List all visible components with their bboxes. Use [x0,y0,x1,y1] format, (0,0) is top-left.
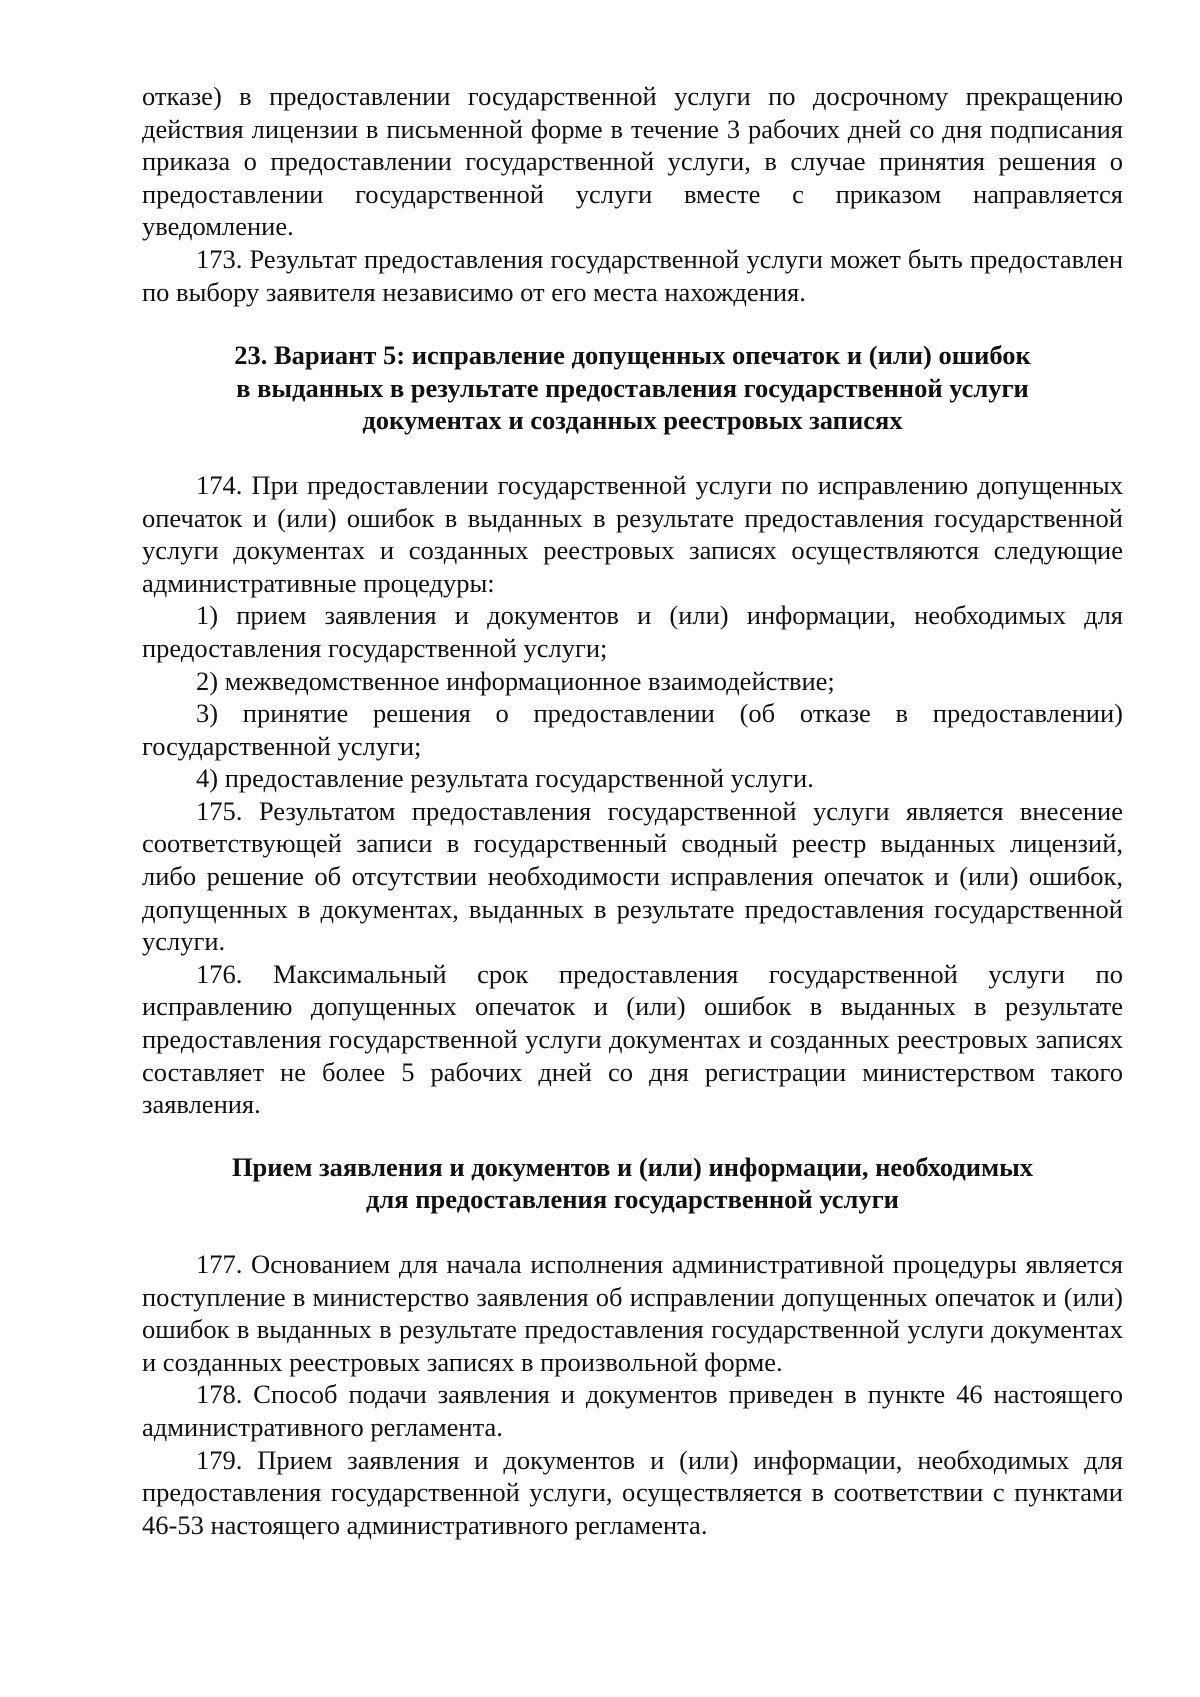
paragraph-178: 178. Способ подачи заявления и документов приведен в пункте 46 настоящего административного регламента. [142,1379,1123,1442]
heading-line: для предоставления государственной услуги [366,1184,899,1215]
paragraph-176: 176. Максимальный срок предоставления государственной услуги по исправлению допущенных опечаток и (или) ошибок в выданных в результате предоставления государственной услуги документах и созданных реестровых записях составляет не более 5 рабочих дней со дня регистрации министерством такого заявления. [142,958,1123,1120]
list-item-2: 2) межведомственное информационное взаимодействие; [196,665,835,696]
heading-line: в выданных в результате предоставления государственной услуги [236,372,1029,403]
paragraph-174: 174. При предоставлении государственной услуги по исправлению допущенных опечаток и (или) ошибок в выданных в результате предоставления государственной услуги документах и созданных реестровых записях осуществляются следующие административные процедуры: [142,469,1123,598]
section-heading-variant-5 [142,339,1123,437]
heading-line: 23. Вариант 5: исправление допущенных опечаток и (или) ошибок [234,340,1031,371]
list-item-3: 3) принятие решения о предоставлении (об отказе в предоставлении) государственной услуги; [142,698,1123,761]
heading-line: документах и созданных реестровых записях [362,405,903,436]
list-item-4: 4) предоставление результата государственной услуги. [196,763,814,794]
paragraph-175: 175. Результатом предоставления государственной услуги является внесение соответствующей записи в государственный сводный реестр выданных лицензий, либо решение об отсутствии необходимости исправления опечаток и (или) ошибок, допущенных в документах, выданных в результате предоставления государственной услуги. [142,795,1123,957]
list-item-1: 1) прием заявления и документов и (или) информации, необходимых для предоставления государственной услуги; [142,600,1123,663]
heading-line: Прием заявления и документов и (или) информации, необходимых [231,1151,1034,1182]
paragraph-177: 177. Основанием для начала исполнения административной процедуры является поступление в министерство заявления об исправлении допущенных опечаток и (или) ошибок в выданных в результате предоставления государственной услуги документах и созданных реестровых записях в произвольной форме. [142,1249,1123,1377]
paragraph-continuation: отказе) в предоставлении государственной услуги по досрочному прекращению действия лицензии в письменной форме в течение 3 рабочих дней со дня подписания приказа о предоставлении государственной услуги, в случае принятия решения о предоставлении государственной услуги вместе с приказом направляется уведомление. [142,81,1123,242]
paragraph-179: 179. Прием заявления и документов и (или) информации, необходимых для предоставления государственной услуги, осуществляется в соответствии с пунктами 46-53 настоящего административного регламента. [142,1444,1123,1540]
paragraph-173: 173. Результат предоставления государственной услуги может быть предоставлен по выбору заявителя независимо от его места нахождения. [142,243,1123,307]
document-page [142,80,1123,1541]
section-heading-priem [142,1151,1123,1216]
